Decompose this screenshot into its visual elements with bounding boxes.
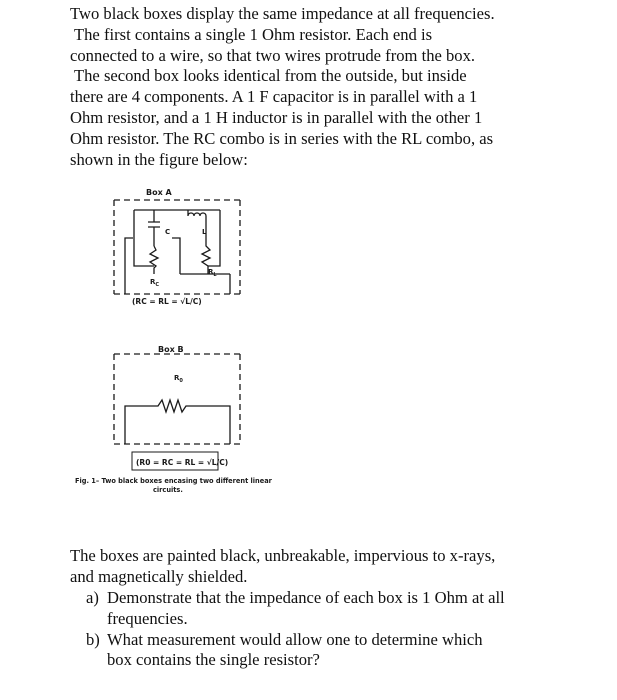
box-a-left-loop bbox=[125, 238, 180, 274]
problem-outro bbox=[70, 546, 570, 588]
intro-line: connected to a wire, so that two wires protrude from the box. bbox=[70, 45, 476, 65]
capacitor-label: C bbox=[165, 228, 171, 236]
rl-label bbox=[208, 268, 217, 278]
box-a-relation: (RC = RL = √L/C) bbox=[132, 297, 202, 306]
caption-prefix: Fig. 1– bbox=[75, 477, 100, 485]
problem-intro bbox=[70, 4, 550, 170]
intro-line: Ohm resistor. The RC combo is in series with the RL combo, as bbox=[70, 128, 494, 148]
r0-resistor-symbol bbox=[125, 400, 230, 444]
intro-line: Ohm resistor, and a 1 H inductor is in parallel with the other 1 bbox=[70, 107, 483, 127]
r0-label-sub: 0 bbox=[179, 378, 183, 384]
intro-line: The first contains a single 1 Ohm resistor. Each end is bbox=[74, 24, 433, 44]
circuit-diagram bbox=[70, 182, 300, 482]
capacitor-symbol bbox=[148, 210, 160, 246]
question-marker: a) bbox=[86, 588, 99, 607]
rc-resistor-symbol bbox=[150, 246, 158, 274]
box-b-relation: (R0 = RC = RL = √L/C) bbox=[136, 458, 229, 467]
outro-line: and magnetically shielded. bbox=[70, 566, 248, 586]
r0-label-main: R bbox=[174, 374, 180, 382]
question-a bbox=[86, 588, 576, 630]
question-line: What measurement would allow one to determine which bbox=[107, 629, 483, 649]
question-marker: b) bbox=[86, 629, 100, 649]
figure-caption bbox=[75, 477, 305, 495]
circuit-figure bbox=[70, 182, 300, 500]
box-a bbox=[114, 188, 240, 306]
box-a-title: Box A bbox=[146, 188, 172, 197]
rc-label bbox=[150, 278, 159, 288]
question-line: box contains the single resistor? bbox=[107, 650, 320, 670]
rl-label-main: R bbox=[208, 268, 214, 276]
intro-line: there are 4 components. A 1 F capacitor is in parallel with a 1 bbox=[70, 87, 478, 107]
box-b-title: Box B bbox=[158, 345, 184, 354]
inductor-label: L bbox=[202, 228, 207, 236]
question-b bbox=[86, 630, 576, 672]
caption-line1: Two black boxes encasing two different linear bbox=[101, 477, 272, 485]
box-b bbox=[114, 345, 240, 470]
caption-line2: circuits. bbox=[153, 486, 183, 494]
question-line: frequencies. bbox=[107, 608, 188, 628]
intro-line: shown in the figure below: bbox=[70, 149, 248, 169]
box-a-inner-left bbox=[134, 210, 154, 266]
question-line: Demonstrate that the impedance of each box is 1 Ohm at all bbox=[107, 588, 505, 607]
rl-label-sub: L bbox=[213, 272, 217, 278]
intro-line: The second box looks identical from the outside, but inside bbox=[74, 66, 467, 86]
outro-line: The boxes are painted black, unbreakable, impervious to x-rays, bbox=[70, 546, 496, 565]
rc-label-main: R bbox=[150, 278, 156, 286]
rc-label-sub: C bbox=[155, 282, 160, 288]
intro-line: Two black boxes display the same impedance at all frequencies. bbox=[70, 4, 495, 23]
r0-label bbox=[174, 374, 183, 384]
inductor-symbol bbox=[188, 210, 206, 242]
question-list bbox=[86, 588, 576, 671]
